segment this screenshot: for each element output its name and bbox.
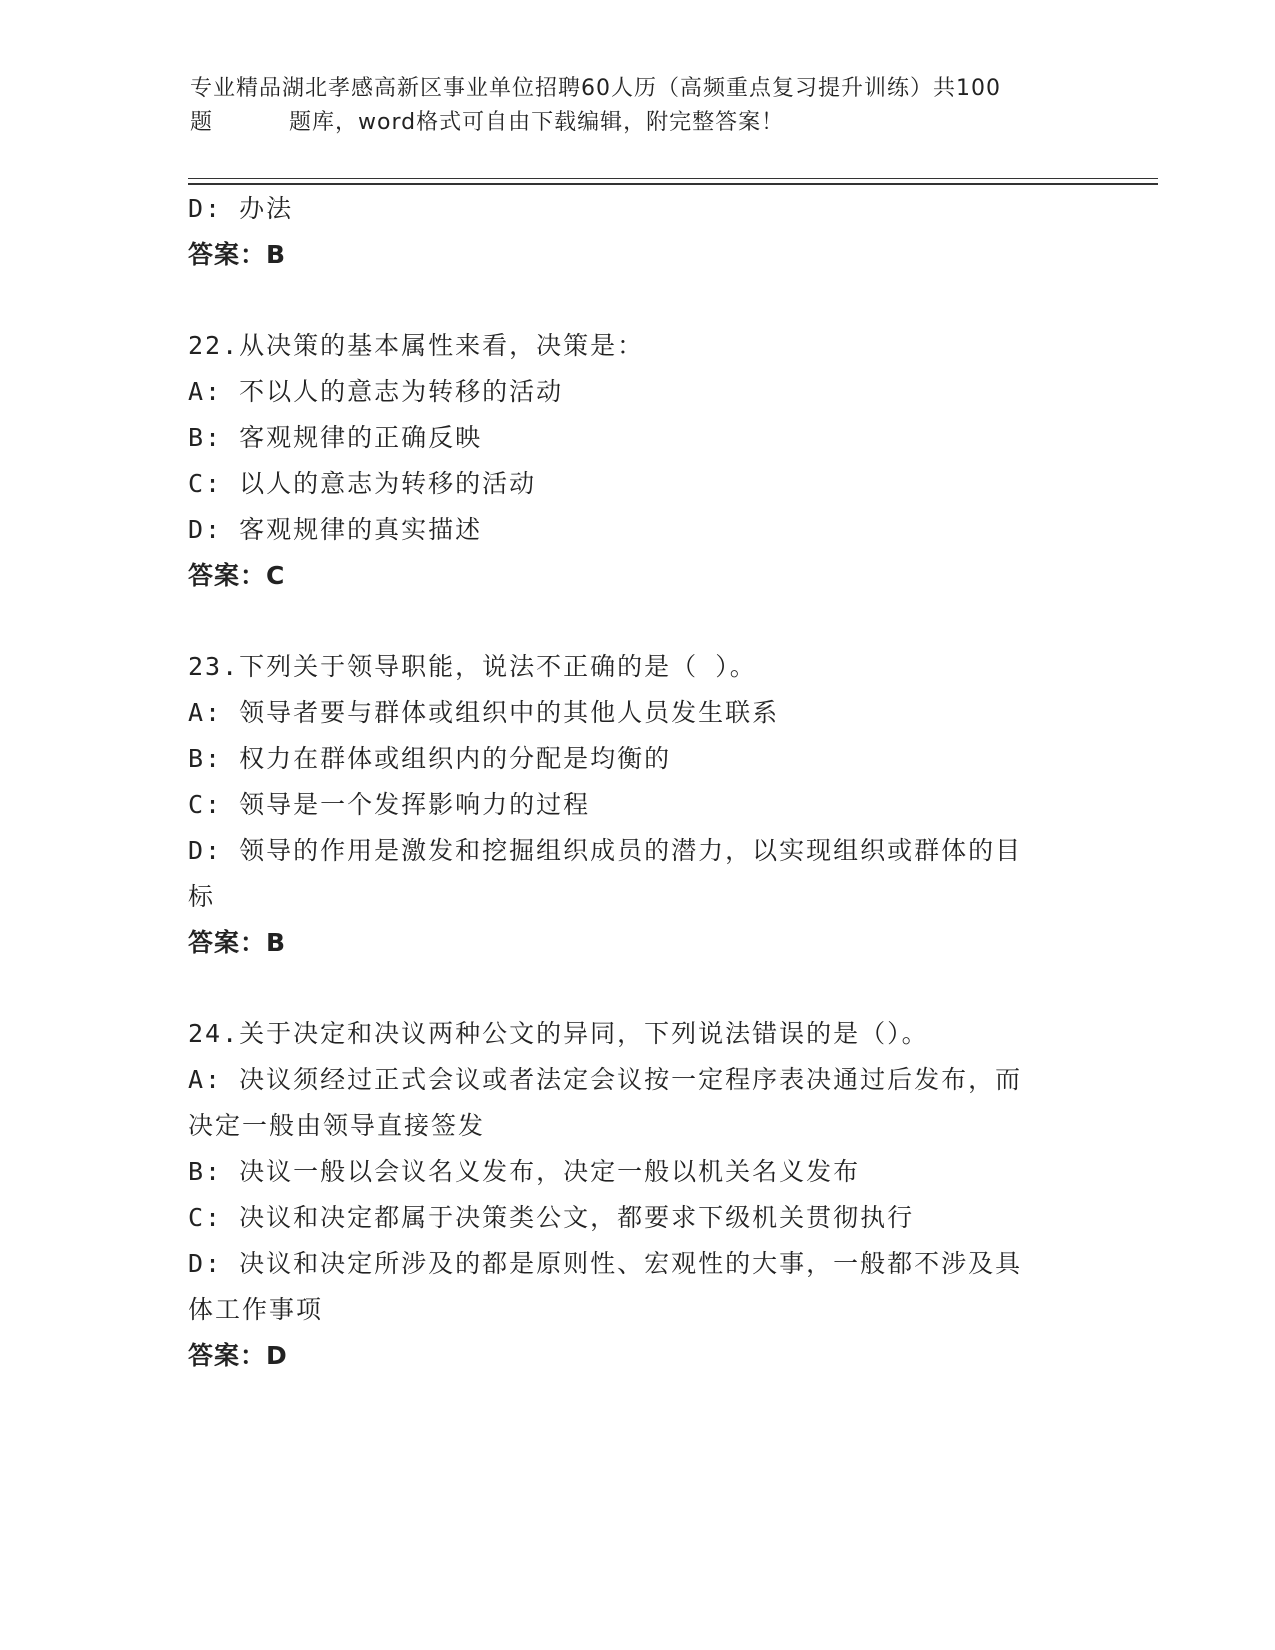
answer-label: 答案：C xyxy=(188,561,286,590)
option-a-line1: A: 决议须经过正式会议或者法定会议按一定程序表决通过后发布，而 xyxy=(188,1065,1023,1094)
option-d: D: 客观规律的真实描述 xyxy=(188,515,483,544)
option-b: B: 权力在群体或组织内的分配是均衡的 xyxy=(188,744,672,773)
question-22 xyxy=(188,323,1088,599)
header-title-line2-left: 题 xyxy=(190,110,214,135)
question-stem: 22.从决策的基本属性来看，决策是： xyxy=(188,331,645,360)
option-b: B: 决议一般以会议名义发布，决定一般以机关名义发布 xyxy=(188,1157,861,1186)
header-divider-thin xyxy=(188,178,1158,179)
answer-label: 答案：B xyxy=(188,928,287,957)
answer-label: 答案：B xyxy=(188,240,287,269)
header-title-line2-right: 题库，word格式可自由下载编辑，附完整答案！ xyxy=(289,110,785,135)
option-a: A: 不以人的意志为转移的活动 xyxy=(188,377,564,406)
option-b: B: 客观规律的正确反映 xyxy=(188,423,483,452)
header-title-line1: 专业精品湖北孝感高新区事业单位招聘60人历（高频重点复习提升训练）共100 xyxy=(190,76,1001,101)
answer-label: 答案：D xyxy=(188,1341,288,1370)
question-24 xyxy=(188,1011,1088,1379)
option-d-line2: 体工作事项 xyxy=(188,1295,324,1324)
option-d-line2: 标 xyxy=(188,882,216,911)
question-stem: 24.关于决定和决议两种公文的异同，下列说法错误的是（）。 xyxy=(188,1019,929,1048)
document-body xyxy=(188,186,1088,1379)
option-d: D: 办法 xyxy=(188,194,294,223)
question-stem: 23.下列关于领导职能，说法不正确的是（ ）。 xyxy=(188,652,757,681)
option-c: C: 决议和决定都属于决策类公文，都要求下级机关贯彻执行 xyxy=(188,1203,915,1232)
header-title-line2 xyxy=(190,106,1090,140)
page-header xyxy=(190,72,1090,140)
option-d-line1: D: 领导的作用是激发和挖掘组织成员的潜力，以实现组织或群体的目 xyxy=(188,836,1023,865)
option-a-line2: 决定一般由领导直接签发 xyxy=(188,1111,486,1140)
option-d-line1: D: 决议和决定所涉及的都是原则性、宏观性的大事，一般都不涉及具 xyxy=(188,1249,1023,1278)
option-c: C: 以人的意志为转移的活动 xyxy=(188,469,537,498)
header-divider-thick xyxy=(188,183,1158,185)
question-23 xyxy=(188,644,1088,966)
option-c: C: 领导是一个发挥影响力的过程 xyxy=(188,790,591,819)
question-21-tail xyxy=(188,186,1088,278)
option-a: A: 领导者要与群体或组织中的其他人员发生联系 xyxy=(188,698,780,727)
